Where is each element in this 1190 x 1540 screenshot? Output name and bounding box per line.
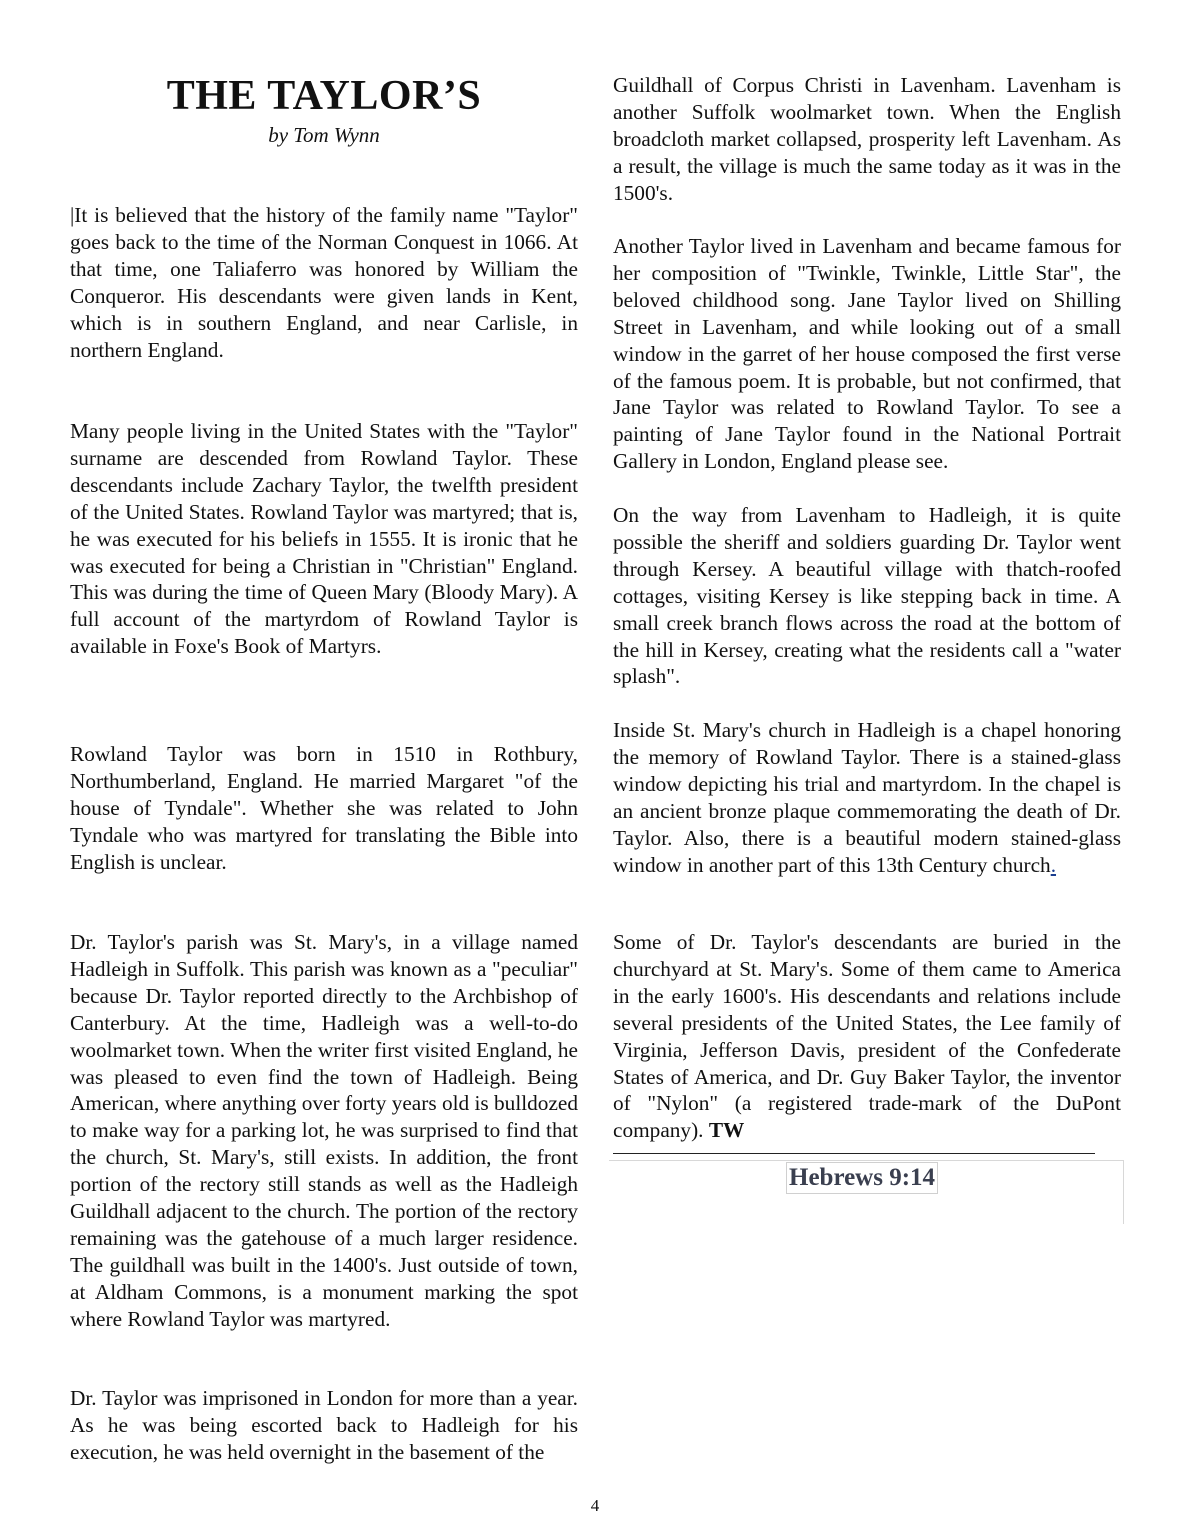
right-paragraph-5-text: Some of Dr. Taylor's descendants are buried in the churchyard at St. Mary's. Some of them came to America in the early 1600's. His descendants and relations include several presidents of the United States, the Lee family of Virginia, Jefferson Davis, president of the Confederate States of America, and Dr. Guy Baker Taylor, the inventor of "Nylon" (a registered trade-mark of the DuPont company). (613, 930, 1121, 1143)
right-paragraph-3: On the way from Lavenham to Hadleigh, it is quite possible the sheriff and soldiers guarding Dr. Taylor went through Kersey. A beautiful village with thatch-roofed cottages, visiting Kersey is like stepping back in time. A small creek branch flows across the road at the bottom of the hill in Kersey, creating what the residents call a "water splash". (613, 503, 1121, 689)
page-number: 4 (590, 1496, 600, 1515)
verse-reference: Hebrews 9:14 (786, 1162, 938, 1194)
right-paragraph-4-text: Inside St. Mary's church in Hadleigh is a chapel honoring the memory of Rowland Taylor. There is a stained-glass window depicting his trial and martyrdom. In the chapel is an ancient bronze plaque commemorating the death of Dr. Taylor. Also, there is a beautiful modern stained-glass window in another part of this 13th Century church (613, 718, 1121, 877)
left-paragraph-2: Many people living in the United States with the "Taylor" surname are descended from Rowland Taylor. These descendants include Zachary Taylor, the twelfth president of the United States. Rowland Taylor was martyred; that is, he was executed for his beliefs in 1555. It is ironic that he was executed for being a Christian in "Christian" England. This was during the time of Queen Mary (Bloody Mary). A full account of the martyrdom of Rowland Taylor is available in Foxe's Book of Martyrs. (70, 419, 578, 659)
article-title: THE TAYLOR’S (166, 73, 482, 119)
divider-rule (613, 1153, 1095, 1154)
right-paragraph-5 (613, 929, 1121, 1144)
left-paragraph-4: Dr. Taylor's parish was St. Mary's, in a village named Hadleigh in Suffolk. This parish was known as a "peculiar" because Dr. Taylor reported directly to the Archbishop of Canterbury. At the time, Hadleigh was a well-to-do woolmarket town. When the writer first visited England, he was pleased to even find the town of Hadleigh. Being American, where anything over forty years old is bulldozed to make way for a parking lot, he was surprised to find that the church, St. Mary's, still exists. In addition, the front portion of the rectory still stands as well as the Hadleigh Guildhall adjacent to the church. The portion of the rectory remaining was the gatehouse of a much larger residence. The guildhall was built in the 1400's. Just outside of town, at Aldham Commons, is a monument marking the spot where Rowland Taylor was martyred. (70, 930, 579, 1331)
church-link[interactable]: . (1050, 852, 1057, 877)
left-paragraph-5: Dr. Taylor was imprisoned in London for more than a year. As he was being escorted back to Hadleigh for his execution, he was held overnight in the basement of the (70, 1386, 578, 1464)
author-signature: TW (708, 1118, 745, 1143)
right-paragraph-1: Guildhall of Corpus Christi in Lavenham. Lavenham is another Suffolk woolmarket town. When the English broadcloth market collapsed, prosperity left Lavenham. As a result, the village is much the same today as it was in the 1500's. (613, 73, 1121, 205)
right-paragraph-2: Another Taylor lived in Lavenham and became famous for her composition of "Twinkle, Twinkle, Little Star", the beloved childhood song. Jane Taylor lived on Shilling Street in Lavenham, and while looking out of a small window in the garret of her house composed the first verse of the famous poem. It is probable, but not confirmed, that Jane Taylor was related to Rowland Taylor. To see a painting of Jane Taylor found in the National Portrait Gallery in London, England please see. (613, 234, 1121, 474)
left-paragraph-1: |It is believed that the history of the family name "Taylor" goes back to the time of the Norman Conquest in 1066. At that time, one Taliaferro was honored by William the Conqueror. His descendants were given lands in Kent, which is in southern England, and near Carlisle, in northern England. (70, 203, 578, 362)
right-paragraph-4 (613, 717, 1121, 878)
left-paragraph-3: Rowland Taylor was born in 1510 in Rothbury, Northumberland, England. He married Margaret "of the house of Tyndale". Whether she was related to John Tyndale who was martyred for translating the Bible into English is unclear. (70, 742, 578, 874)
byline: by Tom Wynn (268, 123, 380, 147)
